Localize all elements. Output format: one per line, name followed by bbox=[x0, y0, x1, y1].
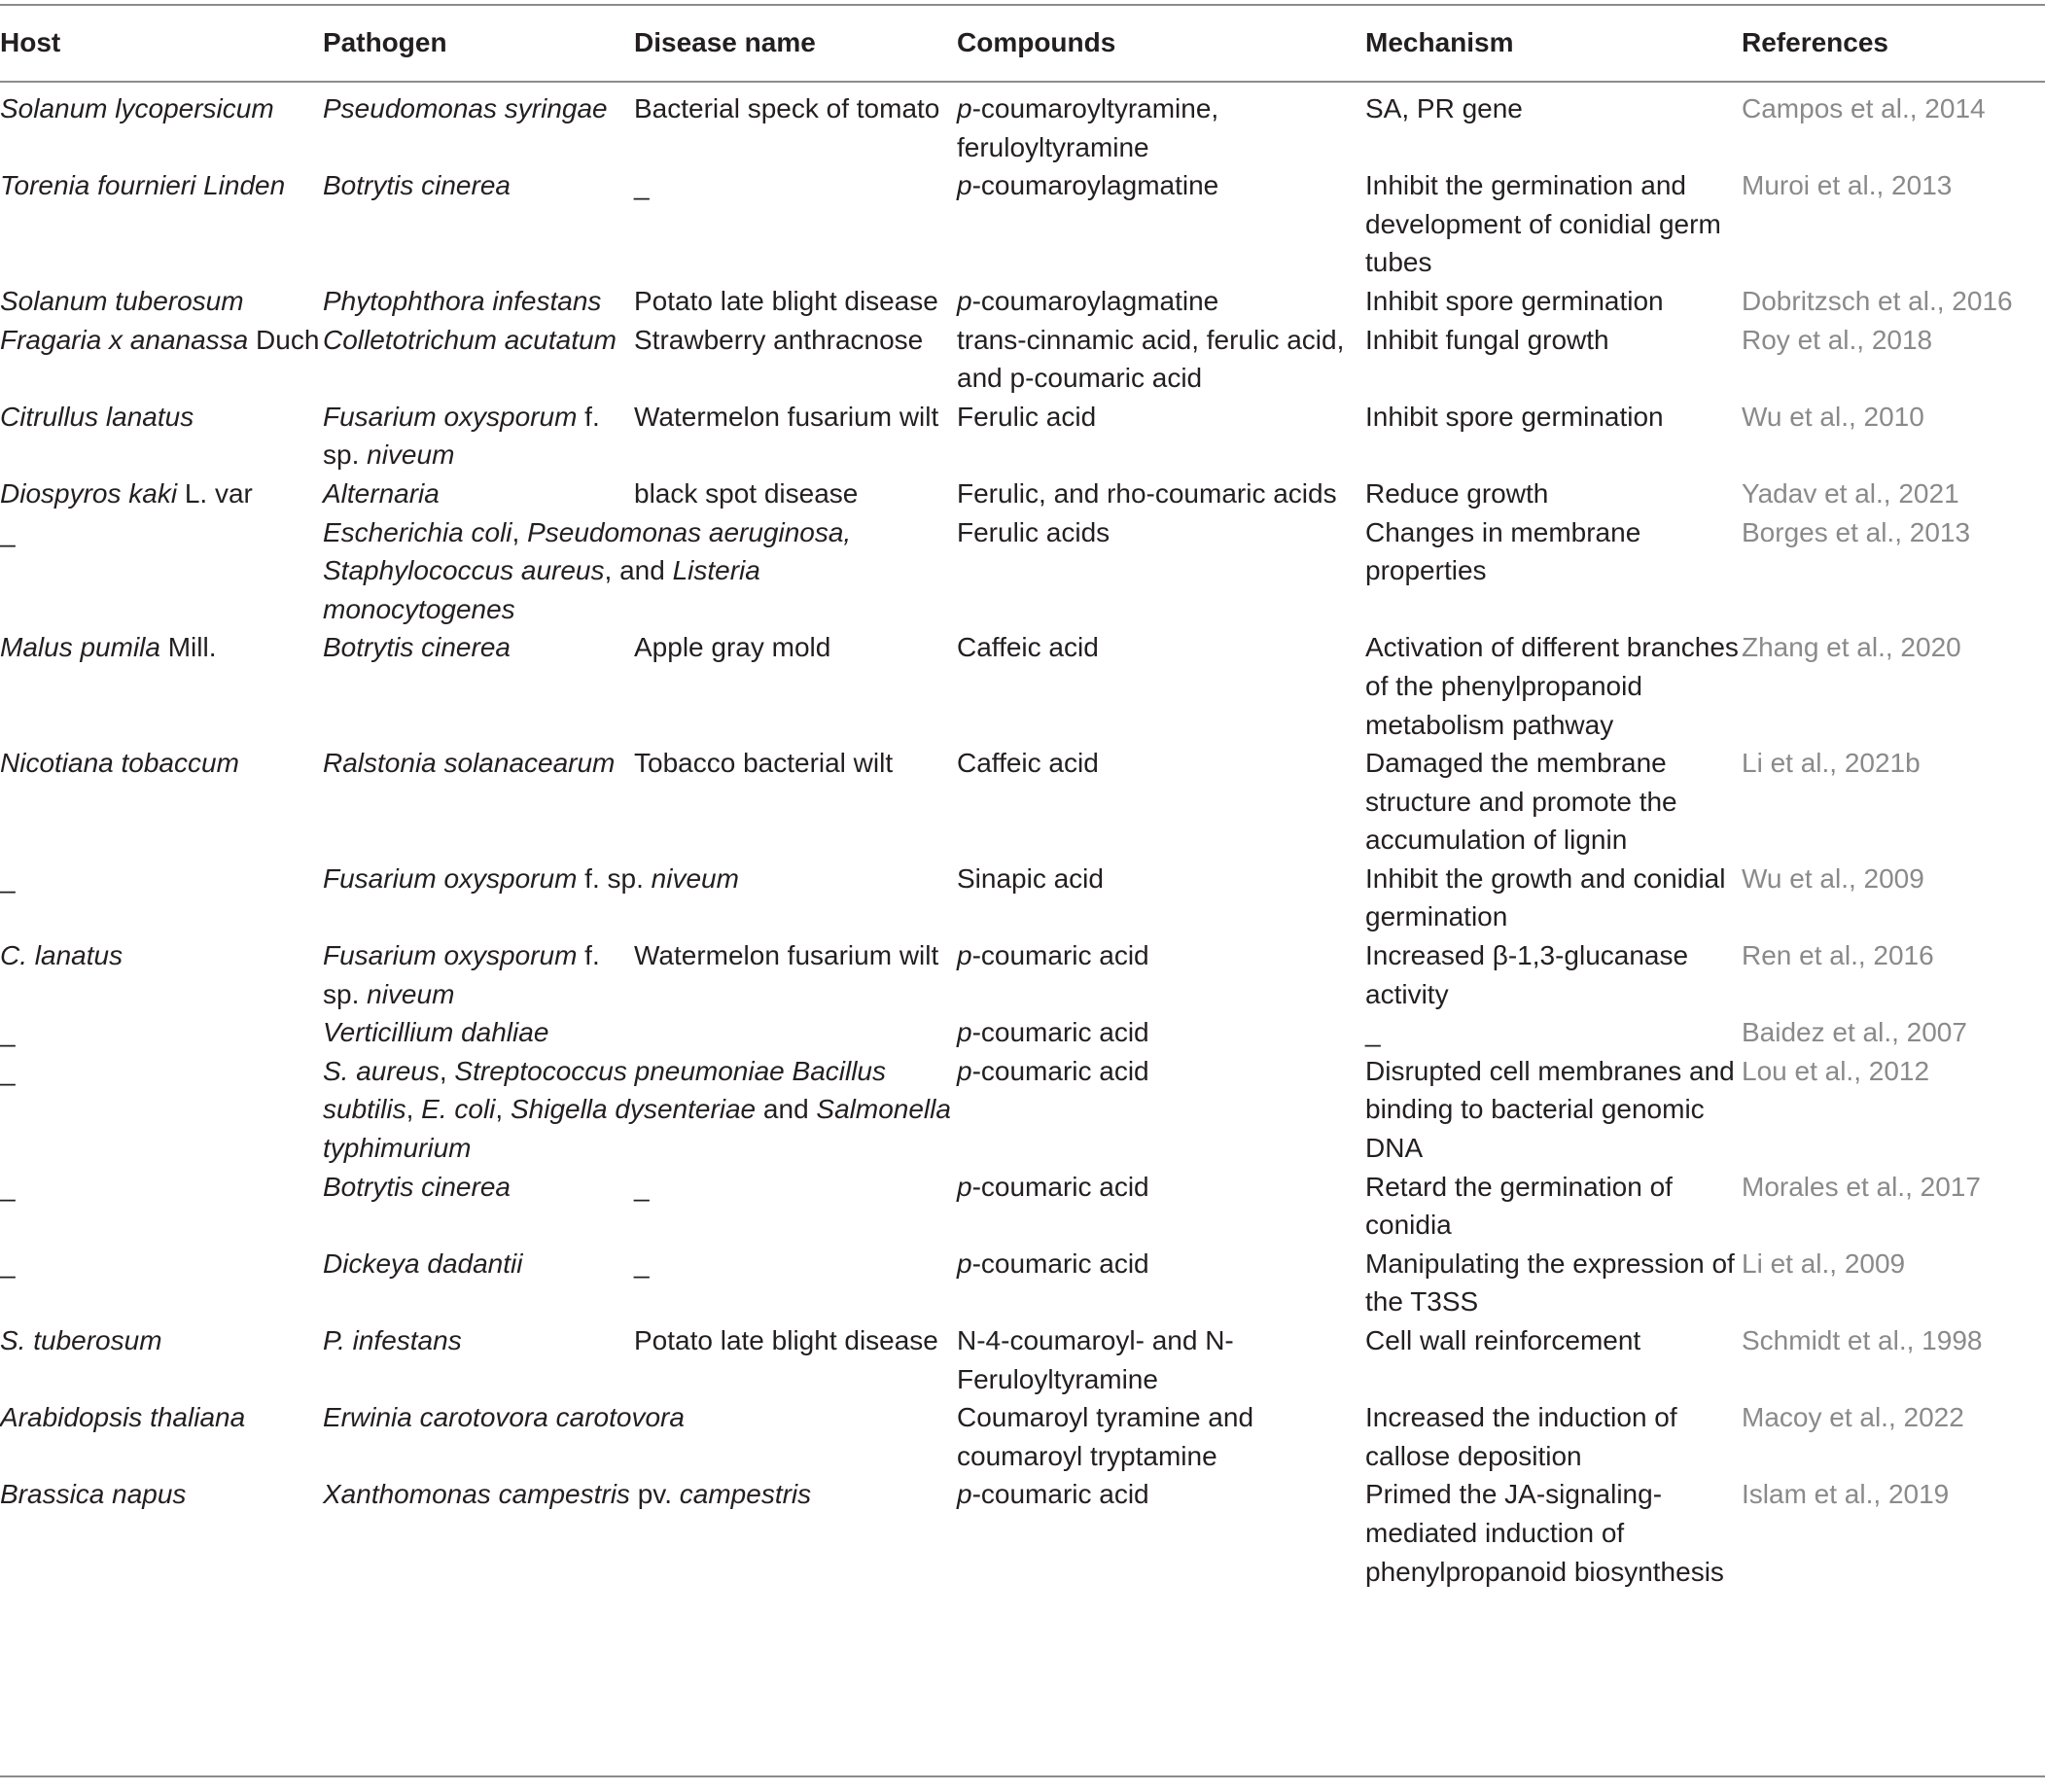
compound-text: -coumaric acid bbox=[971, 940, 1149, 971]
compound-text: -coumaroylagmatine bbox=[971, 170, 1219, 201]
pathogen-cell bbox=[323, 1168, 634, 1245]
host-name: Citrullus lanatus bbox=[0, 401, 194, 432]
pathogen-pathovar: campestris bbox=[679, 1479, 812, 1510]
host-cell bbox=[0, 321, 323, 398]
mechanism-cell: Inhibit spore germination bbox=[1365, 285, 1664, 316]
compound-prefix: p bbox=[957, 1017, 972, 1048]
host-cell: _ bbox=[0, 1247, 16, 1279]
pathogen-cell bbox=[323, 1321, 634, 1398]
compounds-cell: N-4-coumaroyl- and N-Feruloyltyramine bbox=[957, 1325, 1234, 1394]
header-mechanism: Mechanism bbox=[1365, 27, 1514, 57]
compound-prefix: p bbox=[957, 1479, 972, 1510]
pathogen-name: Fusarium oxysporum bbox=[323, 862, 578, 894]
disease-cell: _ bbox=[634, 1247, 650, 1279]
compound-text: -coumaroyltyramine, feruloyltyramine bbox=[957, 93, 1219, 162]
reference-link[interactable]: Dobritzsch et al., 2016 bbox=[1742, 285, 2013, 316]
bottom-rule bbox=[0, 1775, 2045, 1777]
host-cell bbox=[0, 1475, 323, 1591]
pathogen-name: P. infestans bbox=[323, 1325, 462, 1355]
table-row bbox=[0, 1168, 2045, 1245]
header-compounds: Compounds bbox=[957, 27, 1116, 57]
pathogen-sep: , and bbox=[604, 555, 673, 586]
pathogen-rank: f. sp. bbox=[323, 401, 600, 471]
table-row bbox=[0, 1398, 2045, 1475]
pathogen-cell bbox=[323, 86, 634, 166]
pathogen-cell bbox=[323, 1398, 957, 1475]
pathogen-cell bbox=[323, 1052, 957, 1168]
host-cell bbox=[0, 744, 323, 860]
pathogen-rank: f. sp. bbox=[323, 940, 600, 1009]
host-name: Solanum lycopersicum bbox=[0, 93, 274, 123]
host-cell bbox=[0, 166, 323, 282]
host-name: Brassica napus bbox=[0, 1479, 187, 1510]
reference-link[interactable]: Yadav et al., 2021 bbox=[1742, 477, 1959, 509]
compounds-cell: Ferulic acids bbox=[957, 516, 1111, 547]
pathogen-cell bbox=[323, 513, 957, 629]
host-authority: Mill. bbox=[159, 632, 217, 663]
pathogen-name: Xanthomonas campestris bbox=[323, 1479, 630, 1510]
compounds-cell bbox=[957, 1245, 1365, 1321]
compounds-cell: Caffeic acid bbox=[957, 748, 1099, 779]
pathogen-cell bbox=[323, 1013, 634, 1052]
pathogen-cell bbox=[323, 936, 634, 1013]
pathogen-name: Shigella dysenteriae bbox=[510, 1094, 757, 1125]
table-row bbox=[0, 744, 2045, 860]
host-name: Arabidopsis thaliana bbox=[0, 1402, 246, 1433]
mechanism-cell: Increased the induction of callose deposition bbox=[1365, 1402, 1677, 1471]
pathogen-name: Listeria monocytogenes bbox=[323, 555, 760, 624]
disease-cell bbox=[634, 1013, 957, 1052]
reference-link[interactable]: Muroi et al., 2013 bbox=[1742, 170, 1953, 201]
reference-link[interactable]: Macoy et al., 2022 bbox=[1742, 1402, 1964, 1433]
host-cell bbox=[0, 1321, 323, 1398]
compound-text: -coumaric acid bbox=[971, 1247, 1149, 1279]
reference-link[interactable]: Lou et al., 2012 bbox=[1742, 1055, 1930, 1086]
pathogen-name: Botrytis cinerea bbox=[323, 632, 511, 663]
host-name: Malus pumila bbox=[0, 632, 160, 663]
compounds-cell bbox=[957, 1013, 1365, 1052]
table-row bbox=[0, 398, 2045, 474]
pathogen-name: Erwinia carotovora carotovora bbox=[323, 1402, 685, 1433]
compound-text: -coumaric acid bbox=[971, 1479, 1149, 1510]
reference-link[interactable]: Baidez et al., 2007 bbox=[1742, 1017, 1967, 1048]
pathogen-name: Escherichia coli bbox=[323, 516, 512, 547]
table-row bbox=[0, 1321, 2045, 1398]
host-cell: _ bbox=[0, 862, 16, 894]
table-row bbox=[0, 1245, 2045, 1321]
pathogen-cell bbox=[323, 860, 957, 936]
host-name: Solanum tuberosum bbox=[0, 285, 244, 316]
table-row bbox=[0, 474, 2045, 513]
reference-link[interactable]: Roy et al., 2018 bbox=[1742, 324, 1933, 355]
mechanism-cell: Manipulating the expression of the T3SS bbox=[1365, 1247, 1735, 1318]
pathogen-name: Colletotrichum acutatum bbox=[323, 324, 617, 355]
mechanism-cell: Reduce growth bbox=[1365, 477, 1549, 509]
pathogen-name: Streptococcus pneumoniae Bacillus subtilis bbox=[323, 1055, 887, 1125]
pathogen-sep: and bbox=[756, 1094, 817, 1125]
disease-cell: Strawberry anthracnose bbox=[634, 324, 924, 355]
table-row bbox=[0, 513, 2045, 629]
pathogen-name: Ralstonia solanacearum bbox=[323, 748, 616, 779]
disease-cell: Watermelon fusarium wilt bbox=[634, 401, 939, 432]
compound-text: -coumaric acid bbox=[971, 1055, 1149, 1086]
host-name: Fragaria x ananassa bbox=[0, 324, 249, 355]
reference-link[interactable]: Morales et al., 2017 bbox=[1742, 1171, 1981, 1202]
reference-link[interactable]: Borges et al., 2013 bbox=[1742, 516, 1971, 547]
pathogen-name: Dickeya dadantii bbox=[323, 1247, 523, 1279]
pathogen-name: Fusarium oxysporum bbox=[323, 401, 578, 432]
pathogen-name: Botrytis cinerea bbox=[323, 1171, 511, 1202]
mechanism-cell: Inhibit the growth and conidial germination bbox=[1365, 862, 1726, 932]
reference-link[interactable]: Islam et al., 2019 bbox=[1742, 1479, 1950, 1510]
disease-cell: Potato late blight disease bbox=[634, 285, 938, 316]
pathogen-name: Phytophthora infestans bbox=[323, 285, 602, 316]
compounds-cell bbox=[957, 1052, 1365, 1168]
pathogen-sep: , bbox=[511, 516, 528, 547]
host-cell bbox=[0, 628, 323, 744]
host-name: Diospyros kaki bbox=[0, 477, 178, 509]
header-disease-name: Disease name bbox=[634, 27, 816, 57]
mechanism-cell: Inhibit the germination and development of conidial germ tubes bbox=[1365, 170, 1721, 278]
compound-text: -coumaroylagmatine bbox=[971, 285, 1219, 316]
pathogen-forma: niveum bbox=[651, 862, 739, 894]
table-row bbox=[0, 628, 2045, 744]
table-row bbox=[0, 1052, 2045, 1168]
pathogen-cell bbox=[323, 321, 634, 398]
header-row bbox=[0, 0, 2045, 86]
disease-cell: Potato late blight disease bbox=[634, 1325, 938, 1355]
compound-prefix: p bbox=[957, 170, 972, 201]
host-cell bbox=[0, 282, 323, 321]
reference-link[interactable]: Wu et al., 2010 bbox=[1742, 401, 1924, 432]
reference-link[interactable]: Campos et al., 2014 bbox=[1742, 93, 1986, 123]
host-cell: _ bbox=[0, 516, 16, 547]
pathogen-sep: , bbox=[405, 1094, 422, 1125]
header-host: Host bbox=[0, 27, 61, 57]
host-cell bbox=[0, 1398, 323, 1475]
pathogen-cell bbox=[323, 474, 634, 513]
pathogen-cell bbox=[323, 1245, 634, 1321]
disease-cell: Bacterial speck of tomato bbox=[634, 93, 940, 123]
mechanism-cell: Increased β-1,3-glucanase activity bbox=[1365, 940, 1689, 1009]
table-row bbox=[0, 86, 2045, 166]
mechanism-cell: Inhibit fungal growth bbox=[1365, 324, 1609, 355]
pathogen-sep: , bbox=[495, 1094, 511, 1125]
host-authority: Duch bbox=[248, 324, 320, 355]
compounds-cell: Caffeic acid bbox=[957, 632, 1099, 663]
pathogen-name: Verticillium dahliae bbox=[323, 1017, 549, 1048]
table-row bbox=[0, 321, 2045, 398]
disease-cell: Watermelon fusarium wilt bbox=[634, 940, 939, 971]
mechanism-cell: Retard the germination of conidia bbox=[1365, 1171, 1673, 1241]
reference-link[interactable]: Li et al., 2009 bbox=[1742, 1247, 1906, 1279]
mechanism-cell: Damaged the membrane structure and promote the accumulation of lignin bbox=[1365, 748, 1677, 856]
mechanism-cell: _ bbox=[1365, 1017, 1381, 1048]
mechanism-cell: SA, PR gene bbox=[1365, 93, 1523, 123]
mechanism-cell: Cell wall reinforcement bbox=[1365, 1325, 1641, 1355]
reference-link[interactable]: Schmidt et al., 1998 bbox=[1742, 1325, 1983, 1355]
host-cell bbox=[0, 936, 323, 1013]
host-name: S. tuberosum bbox=[0, 1325, 162, 1355]
host-name: Torenia fournieri Linden bbox=[0, 170, 286, 201]
host-cell bbox=[0, 398, 323, 474]
compound-prefix: p bbox=[957, 1247, 972, 1279]
mechanism-cell: Inhibit spore germination bbox=[1365, 401, 1664, 432]
pathogen-cell bbox=[323, 282, 634, 321]
compounds-cell bbox=[957, 1475, 1365, 1591]
disease-cell: _ bbox=[634, 170, 650, 201]
host-cell bbox=[0, 474, 323, 513]
disease-cell: _ bbox=[634, 1171, 650, 1202]
pathogen-cell bbox=[323, 744, 634, 860]
compounds-cell: trans-cinnamic acid, ferulic acid, and p-coumaric acid bbox=[957, 324, 1345, 394]
compound-prefix: p bbox=[957, 93, 972, 123]
pathogen-name: Pseudomonas aeruginosa, bbox=[527, 516, 852, 547]
compounds-cell: Ferulic acid bbox=[957, 401, 1097, 432]
reference-link[interactable]: Wu et al., 2009 bbox=[1742, 862, 1924, 894]
reference-link[interactable]: Li et al., 2021b bbox=[1742, 748, 1921, 779]
pathogen-cell bbox=[323, 166, 634, 282]
host-name: C. lanatus bbox=[0, 940, 123, 971]
compounds-cell: Ferulic, and rho-coumaric acids bbox=[957, 477, 1337, 509]
compounds-cell bbox=[957, 282, 1365, 321]
header-pathogen: Pathogen bbox=[323, 27, 447, 57]
host-cell: _ bbox=[0, 1171, 16, 1202]
pathogen-forma: niveum bbox=[367, 439, 455, 471]
disease-cell: Apple gray mold bbox=[634, 632, 831, 663]
host-cell: _ bbox=[0, 1017, 16, 1048]
pathogen-name: Staphylococcus aureus bbox=[323, 555, 605, 586]
pathogen-name: Botrytis cinerea bbox=[323, 170, 511, 201]
pathogen-rank: pv. bbox=[629, 1479, 680, 1510]
mechanism-cell: Activation of different branches of the phenylpropanoid metabolism pathway bbox=[1365, 632, 1739, 740]
table-row bbox=[0, 1013, 2045, 1052]
table-row bbox=[0, 282, 2045, 321]
pathogen-name: Salmonella typhimurium bbox=[323, 1094, 951, 1164]
pathogen-name: Fusarium oxysporum bbox=[323, 940, 578, 971]
pathogen-cell bbox=[323, 398, 634, 474]
compound-text: -coumaric acid bbox=[971, 1017, 1149, 1048]
compounds-cell bbox=[957, 936, 1365, 1013]
compound-prefix: p bbox=[957, 940, 972, 971]
reference-link[interactable]: Ren et al., 2016 bbox=[1742, 940, 1934, 971]
pathogen-name: E. coli bbox=[421, 1094, 496, 1125]
table-row bbox=[0, 936, 2045, 1013]
compounds-cell bbox=[957, 166, 1365, 282]
compound-prefix: p bbox=[957, 1171, 972, 1202]
host-cell bbox=[0, 86, 323, 166]
compound-prefix: p bbox=[957, 1055, 972, 1086]
host-name: Nicotiana tobaccum bbox=[0, 748, 239, 779]
compounds-cell bbox=[957, 86, 1365, 166]
pathogen-name: Alternaria bbox=[323, 477, 440, 509]
pathogen-rank: f. sp. bbox=[577, 862, 652, 894]
pathogen-forma: niveum bbox=[367, 978, 455, 1009]
pathogen-sep: , bbox=[439, 1055, 455, 1086]
compounds-cell: Sinapic acid bbox=[957, 862, 1104, 894]
mechanism-cell: Primed the JA-signaling-mediated induction of phenylpropanoid biosynthesis bbox=[1365, 1479, 1724, 1587]
pathogen-cell bbox=[323, 628, 634, 744]
disease-cell: Tobacco bacterial wilt bbox=[634, 748, 894, 779]
host-cell: _ bbox=[0, 1055, 16, 1086]
mechanism-cell: Disrupted cell membranes and binding to bacterial genomic DNA bbox=[1365, 1055, 1735, 1164]
reference-link[interactable]: Zhang et al., 2020 bbox=[1742, 632, 1961, 663]
table-row bbox=[0, 166, 2045, 282]
pathogen-name: S. aureus bbox=[323, 1055, 440, 1086]
pathogen-cell bbox=[323, 1475, 957, 1591]
pathogen-name: Pseudomonas syringae bbox=[323, 93, 608, 123]
host-authority: L. var bbox=[177, 477, 253, 509]
compounds-cell: Coumaroyl tyramine and coumaroyl tryptamine bbox=[957, 1402, 1254, 1471]
table-row bbox=[0, 1475, 2045, 1591]
table-row bbox=[0, 860, 2045, 936]
header-references: References bbox=[1742, 27, 1888, 57]
compound-prefix: p bbox=[957, 285, 972, 316]
compounds-cell bbox=[957, 1168, 1365, 1245]
mechanism-cell: Changes in membrane properties bbox=[1365, 516, 1641, 586]
compound-text: -coumaric acid bbox=[971, 1171, 1149, 1202]
disease-cell: black spot disease bbox=[634, 477, 859, 509]
